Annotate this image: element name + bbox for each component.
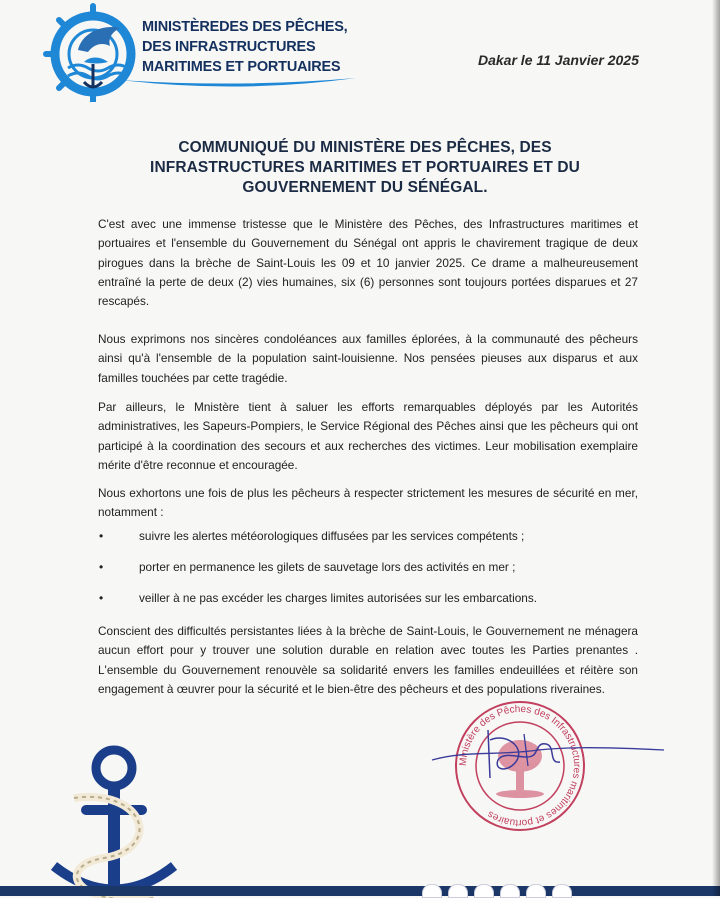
safety-measures-list [98, 528, 638, 621]
list-item-text: veiller à ne pas excéder les charges limites autorisées sur les embarcations. [139, 591, 538, 605]
document-date: Dakar le 11 Janvier 2025 [478, 52, 639, 68]
title-line3: GOUVERNEMENT DU SÉNÉGAL. [242, 179, 488, 196]
communique-title [95, 138, 635, 198]
paragraph-3: Par ailleurs, le Mnistère tient à saluer les efforts remarquables déployés par les Autorités administratives, les Sapeurs-Pompiers, le Service Régional des Pêches ainsi que les pêcheurs qui ont participé à la coordination des secours et aux recherches des victimes. Leur mobilisation exemplaire mérite d'être reconnue et encouragée. [98, 400, 638, 472]
ministry-name-line1: MINISTÈREDES DES PÊCHES, [142, 19, 348, 35]
signature [428, 720, 668, 800]
paragraph-2: Nous exprimons nos sincères condoléances aux familles éplorées, à la communauté des pêcheurs ainsi qu'à l'ensemble de la population saint-louisienne. Nos pensées pieuses aux disparus et aux familles touchées par cette tragédie. [98, 332, 638, 385]
bullet-marker: • [99, 560, 104, 574]
bullet-marker: • [99, 529, 104, 543]
title-line2: INFRASTRUCTURES MARITIMES ET PORTUAIRES ET DU [150, 159, 580, 176]
anchor-icon [34, 738, 234, 898]
paragraph-1: C'est avec une immense tristesse que le Ministère des Pêches, des Infrastructures maritimes et portuaires et l'ensemble du Gouvernement du Sénégal ont appris le chavirement tragique de deux pirogues dans la brèche de Saint-Louis les 09 et 10 janvier 2025. Ce drame a malheureusement entraîné la perte de deux (2) vies humaines, six (6) personnes sont toujours portées disparues et 27 rescapés. [98, 217, 638, 309]
ministry-name-line3: MARITIMES ET PORTUAIRES [142, 59, 341, 75]
footer-band [0, 886, 720, 896]
list-item [98, 590, 638, 621]
list-item [98, 528, 638, 559]
paragraph-5: Conscient des difficultés persistantes liées à la brèche de Saint-Louis, le Gouvernement ne ménagera aucun effort pour y trouver une solution durable en relation avec toutes les Parties prenantes . L'ensemble du Gouvernement renouvèle sa solidarité envers les familles endeuillées et réitère son engagement à œuvrer pour la sécurité et le bien-être des pêcheurs et des populations riveraines. [98, 624, 638, 696]
seal-text: Ministère des Pêches des Infrastructures maritimes et portuaires [457, 703, 583, 829]
logo-swoosh-icon [118, 72, 358, 94]
list-item-text: suivre les alertes météorologiques diffusées par les services compétents ; [139, 529, 525, 543]
paragraph-4: Nous exhortons une fois de plus les pêcheurs à respecter strictement les mesures de sécurité en mer, notamment : [98, 486, 638, 520]
title-line1: COMMUNIQUÉ DU MINISTÈRE DES PÊCHES, DES [178, 139, 552, 156]
ministry-name [142, 17, 352, 77]
ministry-name-line2: DES INFRASTRUCTURES [142, 39, 316, 55]
bullet-marker: • [99, 591, 104, 605]
page-edge-shadow [712, 0, 720, 896]
list-item-text: porter en permanence les gilets de sauvetage lors des activités en mer ; [139, 560, 516, 574]
list-item [98, 559, 638, 590]
